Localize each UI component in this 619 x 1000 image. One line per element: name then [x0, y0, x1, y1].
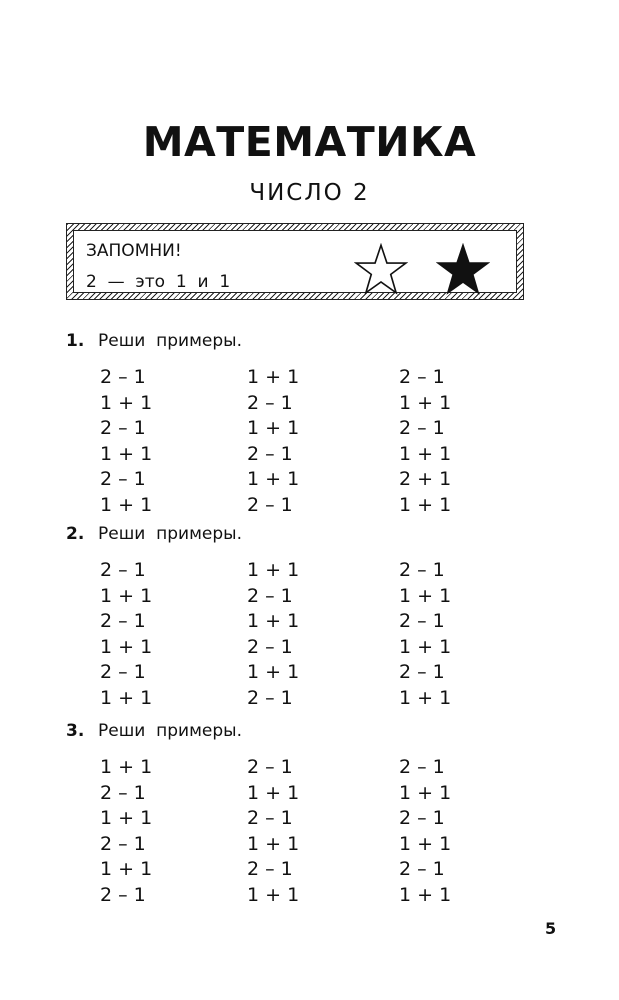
exercise-row: [66, 559, 546, 585]
exercise-row: [66, 392, 546, 418]
exercise-item: 1 + 1: [399, 584, 452, 607]
exercise-item: 1 + 1: [247, 610, 300, 632]
exercise-item: 1 + 1: [399, 686, 452, 709]
section-instruction: Реши примеры.: [98, 524, 242, 544]
exercise-row: [66, 417, 546, 443]
exercise-item: 2 – 1: [100, 559, 146, 581]
exercise-item: 1 + 1: [100, 756, 153, 778]
exercise-item: 1 + 1: [100, 584, 153, 607]
exercise-row: [66, 468, 546, 494]
exercise-row: [66, 858, 546, 884]
exercise-item: 1 + 1: [100, 807, 153, 829]
exercise-item: 1 + 1: [247, 661, 300, 683]
exercise-item: 2 – 1: [399, 417, 445, 439]
exercise-item: 2 – 1: [247, 442, 293, 465]
exercise-item: 2 – 1: [399, 366, 445, 388]
exercise-item: 2 – 1: [399, 610, 445, 632]
exercise-item: 2 – 1: [100, 366, 146, 388]
memo-text: 2 — это 1 и 1: [86, 272, 231, 292]
exercise-grid: [66, 366, 546, 519]
exercise-item: 1 + 1: [100, 442, 153, 465]
exercise-row: [66, 366, 546, 392]
exercise-item: 1 + 1: [399, 635, 452, 658]
exercise-grid: [66, 559, 546, 712]
exercise-item: 2 + 1: [399, 468, 452, 490]
page-number: 5: [545, 919, 557, 938]
exercise-row: [66, 807, 546, 833]
section-number: 3.: [66, 721, 85, 741]
exercise-item: 2 – 1: [247, 756, 293, 778]
exercise-item: 1 + 1: [247, 468, 300, 490]
exercise-item: 2 – 1: [100, 610, 146, 632]
section-instruction: Реши примеры.: [98, 331, 242, 351]
exercise-item: 1 + 1: [247, 417, 300, 439]
exercise-row: [66, 687, 546, 713]
exercise-item: 2 – 1: [247, 858, 293, 880]
exercise-item: 1 + 1: [247, 832, 300, 855]
exercise-row: [66, 782, 546, 808]
exercise-item: 2 – 1: [100, 781, 146, 804]
exercise-item: 2 – 1: [247, 635, 293, 658]
star-outline-icon: [354, 243, 408, 295]
exercise-item: 1 + 1: [399, 391, 452, 414]
exercise-item: 2 – 1: [399, 661, 445, 683]
section-number: 1.: [66, 331, 85, 351]
exercise-item: 2 – 1: [399, 858, 445, 880]
section-header: [66, 524, 546, 552]
exercise-section-3: [66, 721, 546, 909]
exercise-item: 2 – 1: [399, 807, 445, 829]
exercise-row: [66, 610, 546, 636]
exercise-item: 2 – 1: [100, 468, 146, 490]
exercise-item: 2 – 1: [100, 417, 146, 439]
exercise-item: 1 + 1: [399, 781, 452, 804]
exercise-item: 1 + 1: [399, 832, 452, 855]
exercise-row: [66, 636, 546, 662]
exercise-item: 1 + 1: [399, 493, 452, 516]
exercise-item: 1 + 1: [247, 781, 300, 804]
section-header: [66, 721, 546, 749]
exercise-row: [66, 884, 546, 910]
exercise-item: 2 – 1: [247, 807, 293, 829]
memo-inner: [73, 230, 517, 293]
exercise-item: 2 – 1: [247, 391, 293, 414]
exercise-item: 1 + 1: [399, 883, 452, 906]
exercise-item: 2 – 1: [100, 883, 146, 906]
exercise-grid: [66, 756, 546, 909]
exercise-item: 2 – 1: [247, 686, 293, 709]
exercise-item: 1 + 1: [100, 635, 153, 658]
exercise-item: 1 + 1: [399, 442, 452, 465]
exercise-item: 2 – 1: [100, 832, 146, 855]
exercise-section-1: [66, 331, 546, 519]
memo-heading: ЗАПОМНИ!: [86, 241, 182, 261]
exercise-row: [66, 833, 546, 859]
memo-box: [66, 223, 524, 300]
exercise-row: [66, 494, 546, 520]
exercise-item: 1 + 1: [100, 686, 153, 709]
section-header: [66, 331, 546, 359]
page-subtitle: ЧИСЛО 2: [249, 180, 370, 206]
exercise-item: 2 – 1: [399, 756, 445, 778]
exercise-item: 2 – 1: [247, 493, 293, 516]
exercise-item: 1 + 1: [247, 366, 300, 388]
exercise-row: [66, 756, 546, 782]
section-instruction: Реши примеры.: [98, 721, 242, 741]
exercise-section-2: [66, 524, 546, 712]
page-title: МАТЕМАТИКА: [142, 118, 477, 166]
exercise-row: [66, 661, 546, 687]
exercise-item: 1 + 1: [247, 559, 300, 581]
exercise-item: 1 + 1: [247, 883, 300, 906]
exercise-row: [66, 585, 546, 611]
exercise-row: [66, 443, 546, 469]
exercise-item: 1 + 1: [100, 391, 153, 414]
exercise-item: 2 – 1: [399, 559, 445, 581]
exercise-item: 2 – 1: [100, 661, 146, 683]
exercise-item: 1 + 1: [100, 858, 153, 880]
section-number: 2.: [66, 524, 85, 544]
exercise-item: 1 + 1: [100, 493, 153, 516]
star-filled-icon: [436, 243, 490, 295]
exercise-item: 2 – 1: [247, 584, 293, 607]
